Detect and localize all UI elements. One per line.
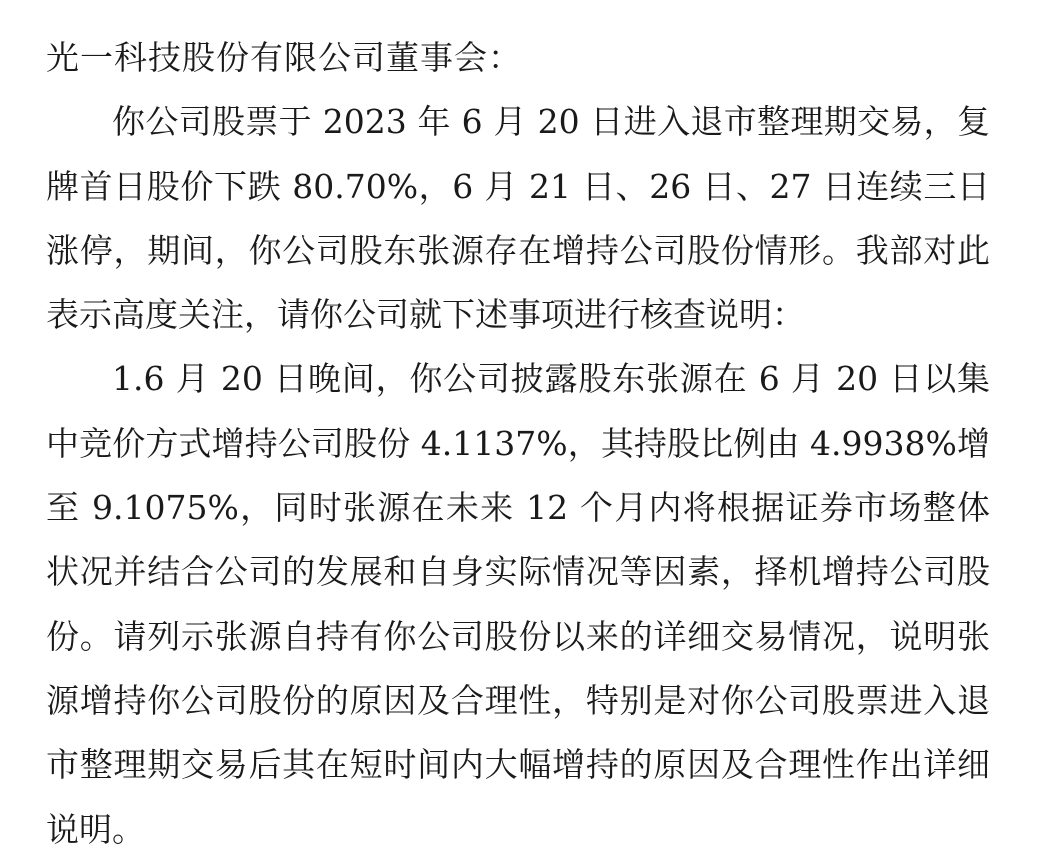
letter-body: [46, 26, 990, 862]
paragraph-intro: 你公司股票于 2023 年 6 月 20 日进入退市整理期交易，复牌首日股价下跌 80.70%，6 月 21 日、26 日、27 日连续三日涨停，期间，你公司股东张源存在增持公司股份情形。我部对此表示高度关注，请你公司就下述事项进行核查说明：: [46, 102, 990, 335]
salutation: 光一科技股份有限公司董事会：: [46, 38, 522, 77]
paragraph-item-1: 1.6 月 20 日晚间，你公司披露股东张源在 6 月 20 日以集中竞价方式增持公司股份 4.1137%，其持股比例由 4.9938%增至 9.1075%，同时张源在未来 12 个月内将根据证券市场整体状况并结合公司的发展和自身实际情况等因素，择机增持公司股份。请列示张源自持有你公司股份以来的详细交易情况，说明张源增持你公司股份的原因及合理性，特别是对你公司股票进入退市整理期交易后其在短时间内大幅增持的原因及合理性作出详细说明。: [46, 359, 990, 849]
